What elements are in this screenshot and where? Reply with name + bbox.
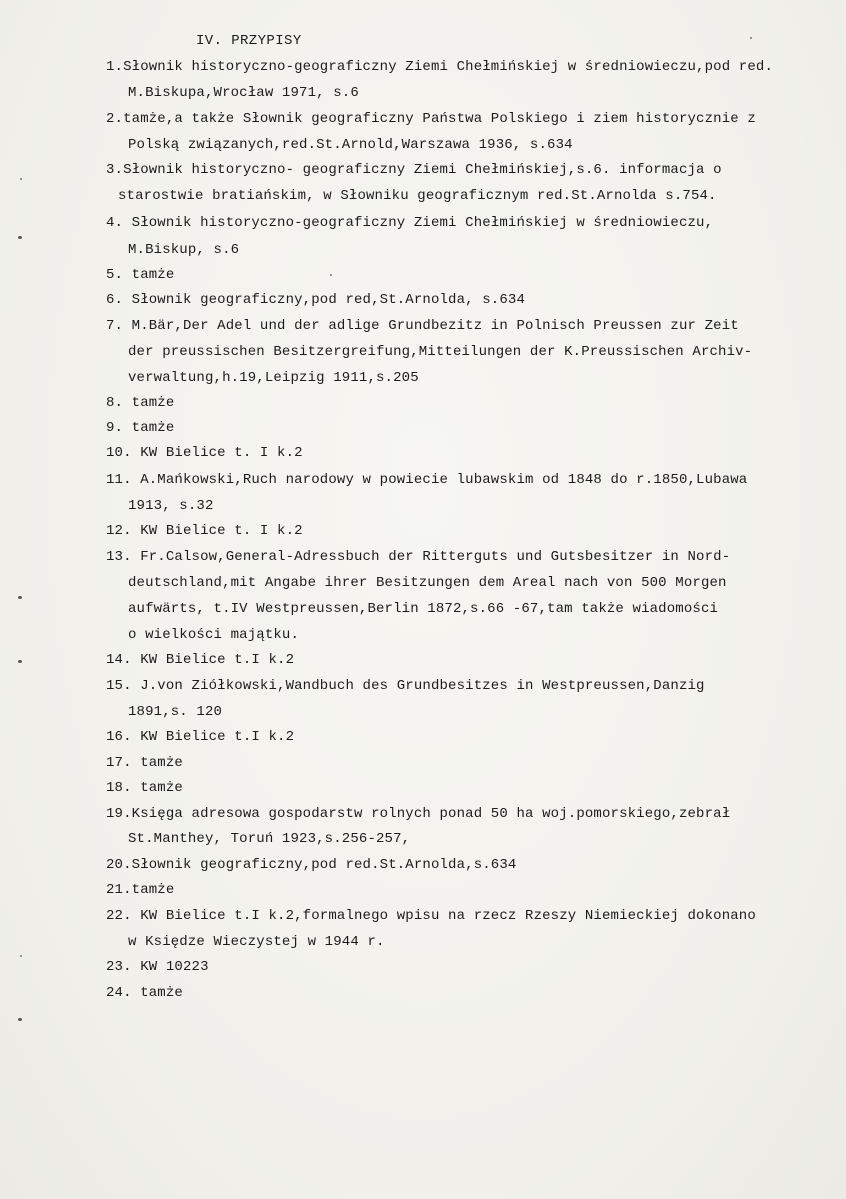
margin-mark [18,660,22,663]
footnote-7-line-3: verwaltung,h.19,Leipzig 1911,s.205 [128,370,419,386]
footnote-22-line-1: 22. KW Bielice t.I k.2,formalnego wpisu na rzecz Rzeszy Niemieckiej dokonano [106,908,756,924]
footnote-3-line-1: 3.Słownik historyczno- geograficzny Ziemi Chełmińskiej,s.6. informacja o [106,162,722,178]
margin-mark [18,1018,22,1021]
footnote-10: 10. KW Bielice t. I k.2 [106,445,303,461]
footnote-3-line-2: starostwie bratiańskim, w Słowniku geograficznym red.St.Arnolda s.754. [118,188,717,204]
footnote-4-line-2: M.Biskup, s.6 [128,242,240,258]
footnote-1-line-1: 1.Słownik historyczno-geograficzny Ziemi Chełmińskiej w średniowieczu,pod red. [106,59,774,75]
footnote-2-line-1: 2.tamże,a także Słownik geograficzny Państwa Polskiego i ziem historycznie z [106,111,756,127]
footnote-17: 17. tamże [106,755,183,771]
margin-mark [18,236,22,239]
footnote-19-line-1: 19.Księga adresowa gospodarstw rolnych ponad 50 ha woj.pomorskiego,zebrał [106,806,731,822]
margin-speck [20,178,22,180]
footnote-12: 12. KW Bielice t. I k.2 [106,523,303,539]
page-speck [330,274,332,276]
footnote-13-line-4: o wielkości majątku. [128,627,300,643]
footnote-7-line-2: der preussischen Besitzergreifung,Mitteilungen der K.Preussischen Archiv- [128,344,753,360]
footnote-21: 21.tamże [106,882,175,898]
footnote-6: 6. Słownik geograficzny,pod red,St.Arnolda, s.634 [106,292,526,308]
footnote-1-line-2: M.Biskupa,Wrocław 1971, s.6 [128,85,359,101]
footnote-9: 9. tamże [106,420,175,436]
footnote-23: 23. KW 10223 [106,959,209,975]
section-heading: IV. PRZYPISY [196,33,302,49]
footnote-15-line-2: 1891,s. 120 [128,704,223,720]
footnote-14: 14. KW Bielice t.I k.2 [106,652,295,668]
margin-mark [18,596,22,599]
footnote-8: 8. tamże [106,395,175,411]
footnote-19-line-2: St.Manthey, Toruń 1923,s.256-257, [128,831,411,847]
margin-speck [20,955,22,957]
footnote-5: 5. tamże [106,267,175,283]
page-speck [750,37,752,39]
footnote-13-line-1: 13. Fr.Calsow,General-Adressbuch der Ritterguts und Gutsbesitzer in Nord- [106,549,731,565]
footnote-4-line-1: 4. Słownik historyczno-geograficzny Ziemi Chełmińskiej w średniowieczu, [106,215,714,231]
footnote-2-line-2: Polską związanych,red.St.Arnold,Warszawa 1936, s.634 [128,137,573,153]
footnote-16: 16. KW Bielice t.I k.2 [106,729,295,745]
footnote-18: 18. tamże [106,780,183,796]
footnote-13-line-2: deutschland,mit Angabe ihrer Besitzungen dem Areal nach von 500 Morgen [128,575,727,591]
footnote-7-line-1: 7. M.Bär,Der Adel und der adlige Grundbezitz in Polnisch Preussen zur Zeit [106,318,739,334]
footnote-24: 24. tamże [106,985,183,1001]
footnote-22-line-2: w Księdze Wieczystej w 1944 r. [128,934,385,950]
footnote-11-line-2: 1913, s.32 [128,498,214,514]
footnote-20: 20.Słownik geograficzny,pod red.St.Arnolda,s.634 [106,857,517,873]
footnote-13-line-3: aufwärts, t.IV Westpreussen,Berlin 1872,s.66 -67,tam także wiadomości [128,601,719,617]
footnote-15-line-1: 15. J.von Ziółkowski,Wandbuch des Grundbesitzes in Westpreussen,Danzig [106,678,705,694]
footnote-11-line-1: 11. A.Mańkowski,Ruch narodowy w powiecie lubawskim od 1848 do r.1850,Lubawa [106,472,748,488]
